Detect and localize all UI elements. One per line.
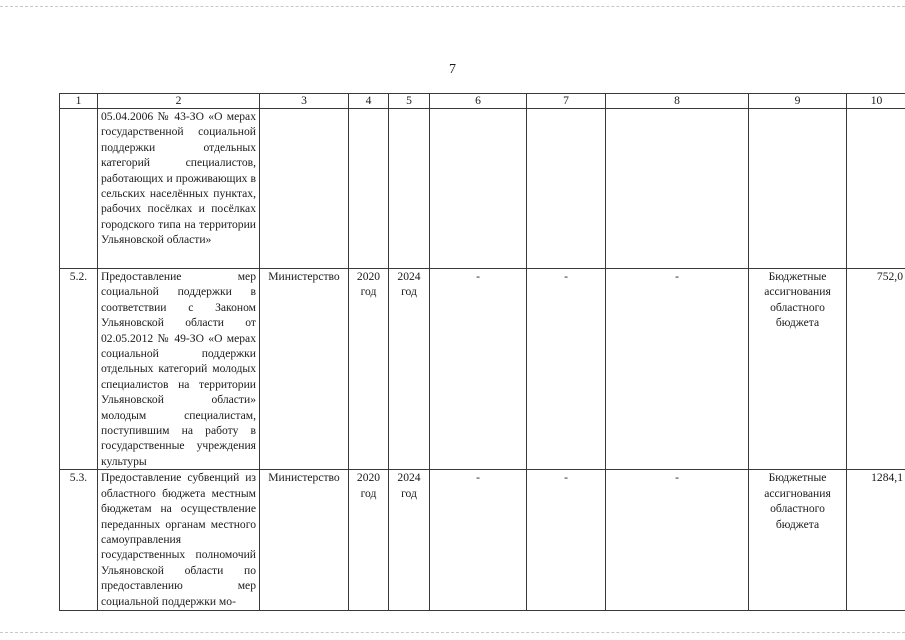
measure-description: 05.04.2006 № 43-ЗО «О мерах государственной социальной поддержки отдельных категорий специалистов, работающих и проживающих в сельских населённых пунктах, рабочих посёлках и посёлках городского типа на территории Ульяновской области»: [98, 109, 260, 269]
start-year-cell: 2020 год: [349, 470, 389, 611]
scan-edge-top: [0, 6, 905, 7]
column-7-cell: -: [527, 269, 606, 470]
column-header: 5: [389, 94, 430, 109]
column-header: 2: [98, 94, 260, 109]
end-year-cell: 2024 год: [389, 269, 430, 470]
table-row: [60, 109, 905, 269]
amount-cell: 1284,1: [847, 470, 905, 611]
column-header: 3: [260, 94, 349, 109]
scan-edge-bottom: [0, 632, 905, 633]
column-6-cell: [430, 109, 527, 269]
column-7-cell: -: [527, 470, 606, 611]
row-number: 5.2.: [60, 269, 98, 470]
column-header: 6: [430, 94, 527, 109]
column-header: 10: [847, 94, 905, 109]
funding-source-cell: Бюджетные ассигнования областного бюджета: [749, 470, 847, 611]
measure-description: Предоставление мер социальной поддержки в соответствии с Законом Ульяновской области от 02.05.2012 № 49-ЗО «О мерах социальной поддержки отдельных категорий молодых специалистов на территории Ульяновской области» молодым специалистам, поступившим на работу в государственные учреждения культуры: [98, 269, 260, 470]
amount-cell: [847, 109, 905, 269]
column-header: 9: [749, 94, 847, 109]
page-number: 7: [449, 62, 456, 77]
amount-cell: 752,0: [847, 269, 905, 470]
table-row: [60, 269, 905, 470]
column-header: 7: [527, 94, 606, 109]
column-6-cell: -: [430, 269, 527, 470]
executor-cell: Министерство: [260, 470, 349, 611]
row-number: [60, 109, 98, 269]
column-8-cell: -: [606, 470, 749, 611]
measure-description-text: Предоставление субвенций из областного бюджета местным бюджетам на осуществление переданных органам местного самоуправления государственных полномочий Ульяновской области по предоставлению мер социальной поддержки мо-: [101, 471, 256, 608]
executor-cell: [260, 109, 349, 269]
start-year-cell: 2020 год: [349, 269, 389, 470]
column-7-cell: [527, 109, 606, 269]
start-year-cell: [349, 109, 389, 269]
column-header: 8: [606, 94, 749, 109]
funding-source-cell: [749, 109, 847, 269]
row-number: 5.3.: [60, 470, 98, 611]
table-row: [60, 470, 905, 611]
column-8-cell: [606, 109, 749, 269]
funding-source-cell: Бюджетные ассигнования областного бюджета: [749, 269, 847, 470]
end-year-cell: 2024 год: [389, 470, 430, 611]
column-header: 4: [349, 94, 389, 109]
column-header: 1: [60, 94, 98, 109]
table-header-row: [60, 94, 905, 109]
column-6-cell: -: [430, 470, 527, 611]
end-year-cell: [389, 109, 430, 269]
measure-description: [98, 470, 260, 611]
measures-table: [59, 93, 905, 611]
executor-cell: Министерство: [260, 269, 349, 470]
column-8-cell: -: [606, 269, 749, 470]
